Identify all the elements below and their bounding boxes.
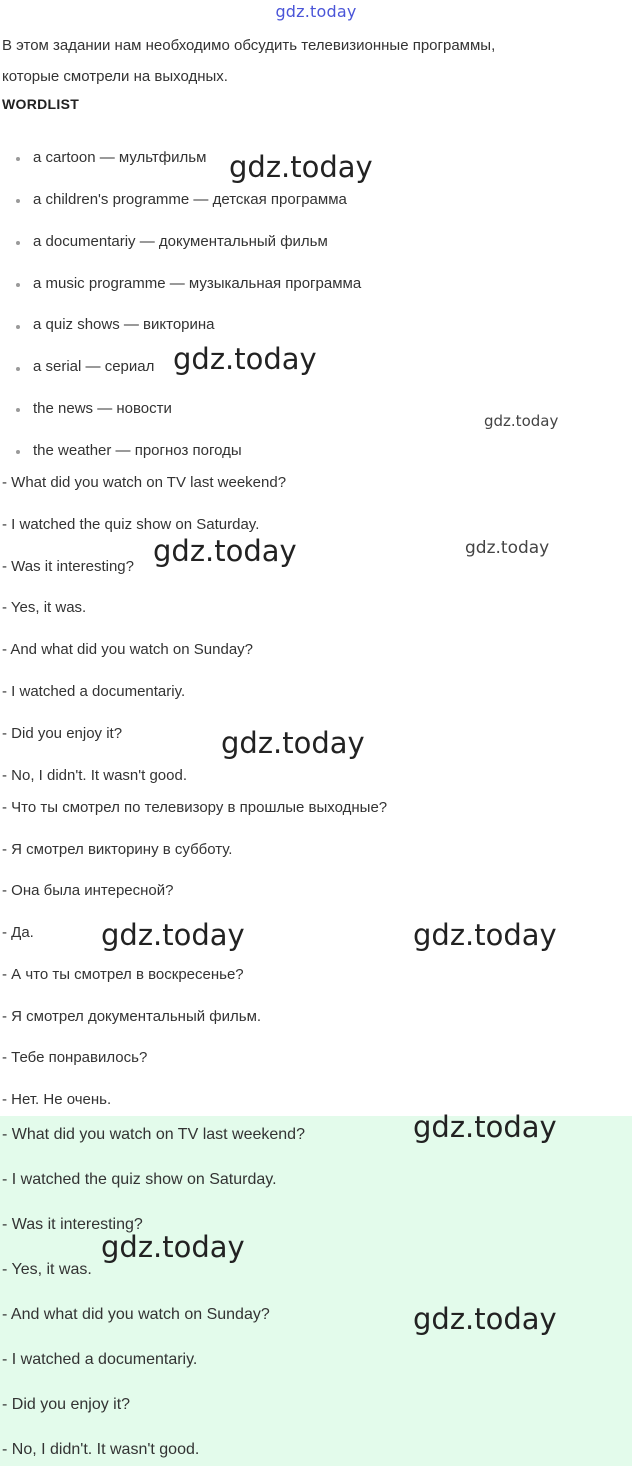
answer-line: - And what did you watch on Sunday?: [2, 1306, 270, 1323]
intro-line-1: В этом задании нам необходимо обсудить телевизионные программы,: [2, 37, 496, 54]
watermark: gdz.today: [101, 918, 245, 952]
dialog-line: - Что ты смотрел по телевизору в прошлые выходные?: [2, 799, 388, 816]
bullet-dot: [16, 199, 20, 203]
site-logo[interactable]: gdz.today: [275, 2, 357, 21]
watermark: gdz.today: [413, 1302, 557, 1336]
answer-line: - I watched the quiz show on Saturday.: [2, 1171, 277, 1188]
watermark: gdz.today: [101, 1230, 245, 1264]
dialog-line: - I watched the quiz show on Saturday.: [2, 516, 260, 533]
bullet-dot: [16, 408, 20, 412]
dialog-line: - Тебе понравилось?: [2, 1049, 148, 1066]
answer-line: - What did you watch on TV last weekend?: [2, 1126, 305, 1143]
wordlist-item: a music programme — музыкальная программа: [33, 275, 362, 292]
answer-line: - No, I didn't. It wasn't good.: [2, 1441, 200, 1458]
dialog-line: - Она была интересной?: [2, 882, 174, 899]
dialog-line: - No, I didn't. It wasn't good.: [2, 767, 187, 784]
bullet-dot: [16, 157, 20, 161]
bullet-dot: [16, 450, 20, 454]
wordlist-item: the news — новости: [33, 400, 172, 417]
watermark: gdz.today: [413, 918, 557, 952]
wordlist-item: a serial — сериал: [33, 358, 155, 375]
watermark: gdz.today: [413, 1110, 557, 1144]
wordlist-title: WORDLIST: [2, 96, 80, 112]
dialog-line: - What did you watch on TV last weekend?: [2, 474, 287, 491]
watermark: gdz.today: [221, 726, 365, 760]
intro-line-2: которые смотрели на выходных.: [2, 68, 228, 85]
dialog-line: - I watched a documentariy.: [2, 683, 186, 700]
dialog-line: - And what did you watch on Sunday?: [2, 641, 254, 658]
watermark: gdz.today: [484, 412, 559, 430]
answer-box: [0, 1116, 632, 1466]
answer-line: - Was it interesting?: [2, 1216, 143, 1233]
answer-line: - Yes, it was.: [2, 1261, 92, 1278]
dialog-line: - А что ты смотрел в воскресенье?: [2, 966, 244, 983]
dialog-line: - Нет. Не очень.: [2, 1091, 112, 1108]
bullet-dot: [16, 241, 20, 245]
answer-line: - Did you enjoy it?: [2, 1396, 131, 1413]
bullet-dot: [16, 367, 20, 371]
dialog-line: - Did you enjoy it?: [2, 725, 123, 742]
wordlist-item: a quiz shows — викторина: [33, 316, 215, 333]
watermark: gdz.today: [153, 534, 297, 568]
dialog-line: - Yes, it was.: [2, 599, 87, 616]
bullet-dot: [16, 325, 20, 329]
watermark: gdz.today: [173, 342, 317, 376]
watermark: gdz.today: [465, 538, 550, 558]
bullet-dot: [16, 283, 20, 287]
task-intro: [2, 30, 622, 92]
dialog-line: - Я смотрел документальный фильм.: [2, 1008, 262, 1025]
wordlist-item: a cartoon — мультфильм: [33, 149, 207, 166]
answer-line: - I watched a documentariy.: [2, 1351, 198, 1368]
wordlist-item: the weather — прогноз погоды: [33, 442, 242, 459]
wordlist-item: a children's programme — детская программа: [33, 191, 347, 208]
dialog-line: - Was it interesting?: [2, 558, 134, 575]
dialog-line: - Я смотрел викторину в субботу.: [2, 841, 233, 858]
dialog-line: - Да.: [2, 924, 34, 941]
wordlist-item: a documentariy — документальный фильм: [33, 233, 328, 250]
watermark: gdz.today: [229, 150, 373, 184]
